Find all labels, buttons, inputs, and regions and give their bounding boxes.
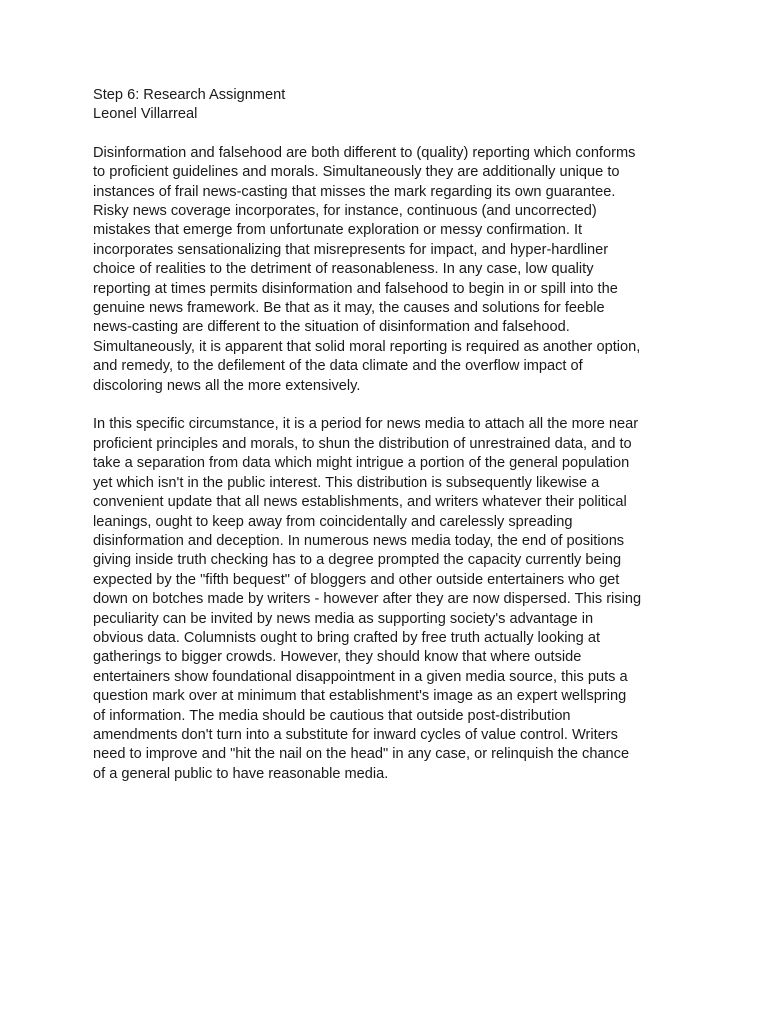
text-line: peculiarity can be invited by news media as supporting society's advantage in bbox=[93, 610, 594, 627]
document-page bbox=[93, 86, 683, 804]
text-line: expected by the "fifth bequest" of bloggers and other outside entertainers who get bbox=[93, 571, 620, 588]
text-line: leanings, ought to keep away from coincidentally and carelessly spreading bbox=[93, 513, 573, 530]
text-line: giving inside truth checking has to a degree prompted the capacity currently being bbox=[93, 552, 622, 569]
text-line: genuine news framework. Be that as it may, the causes and solutions for feeble bbox=[93, 300, 605, 317]
text-line: and remedy, to the defilement of the data climate and the overflow impact of bbox=[93, 358, 583, 375]
text-line: question mark over at minimum that establishment's image as an expert wellspring bbox=[93, 688, 627, 705]
text-line: down on botches made by writers - however after they are now dispersed. This rising bbox=[93, 591, 642, 608]
paragraph-1 bbox=[93, 144, 683, 396]
text-line: incorporates sensationalizing that misrepresents for impact, and hyper-hardliner bbox=[93, 241, 609, 258]
text-line: news-casting are different to the situation of disinformation and falsehood. bbox=[93, 319, 570, 336]
text-line: yet which isn't in the public interest. This distribution is subsequently likewise a bbox=[93, 474, 600, 491]
text-line: convenient update that all news establishments, and writers whatever their political bbox=[93, 494, 627, 511]
text-line: amendments don't turn into a substitute for inward cycles of value control. Writers bbox=[93, 726, 618, 743]
text-line: of information. The media should be cautious that outside post-distribution bbox=[93, 707, 571, 724]
text-line: obvious data. Columnists ought to bring crafted by free truth actually looking at bbox=[93, 629, 601, 646]
text-line: reporting at times permits disinformation and falsehood to begin in or spill into the bbox=[93, 280, 618, 297]
text-line: choice of realities to the detriment of reasonableness. In any case, low quality bbox=[93, 261, 594, 278]
text-line: disinformation and deception. In numerous news media today, the end of positions bbox=[93, 532, 625, 549]
text-line: of a general public to have reasonable media. bbox=[93, 765, 389, 782]
text-line: discoloring news all the more extensively. bbox=[93, 377, 361, 394]
text-line: instances of frail news-casting that misses the mark regarding its own guarantee. bbox=[93, 183, 616, 200]
text-line: need to improve and "hit the nail on the head" in any case, or relinquish the chance bbox=[93, 746, 630, 763]
text-line: In this specific circumstance, it is a period for news media to attach all the more near bbox=[93, 416, 639, 433]
text-line: mistakes that emerge from unfortunate exploration or messy confirmation. It bbox=[93, 222, 583, 239]
assignment-title: Step 6: Research Assignment bbox=[93, 87, 286, 103]
text-line: take a separation from data which might intrigue a portion of the general population bbox=[93, 455, 630, 472]
text-line: entertainers show foundational disappointment in a given media source, this puts a bbox=[93, 668, 628, 685]
text-line: Simultaneously, it is apparent that solid moral reporting is required as another option, bbox=[93, 338, 641, 355]
text-line: Disinformation and falsehood are both different to (quality) reporting which conforms bbox=[93, 144, 636, 161]
text-line: proficient principles and morals, to shun the distribution of unrestrained data, and to bbox=[93, 435, 632, 452]
text-line: to proficient guidelines and morals. Simultaneously they are additionally unique to bbox=[93, 164, 620, 181]
text-line: Risky news coverage incorporates, for instance, continuous (and uncorrected) bbox=[93, 203, 597, 220]
author-name: Leonel Villarreal bbox=[93, 106, 198, 123]
text-line: gatherings to bigger crowds. However, they should know that where outside bbox=[93, 649, 582, 666]
paragraph-2 bbox=[93, 415, 683, 784]
document-header bbox=[93, 86, 683, 125]
